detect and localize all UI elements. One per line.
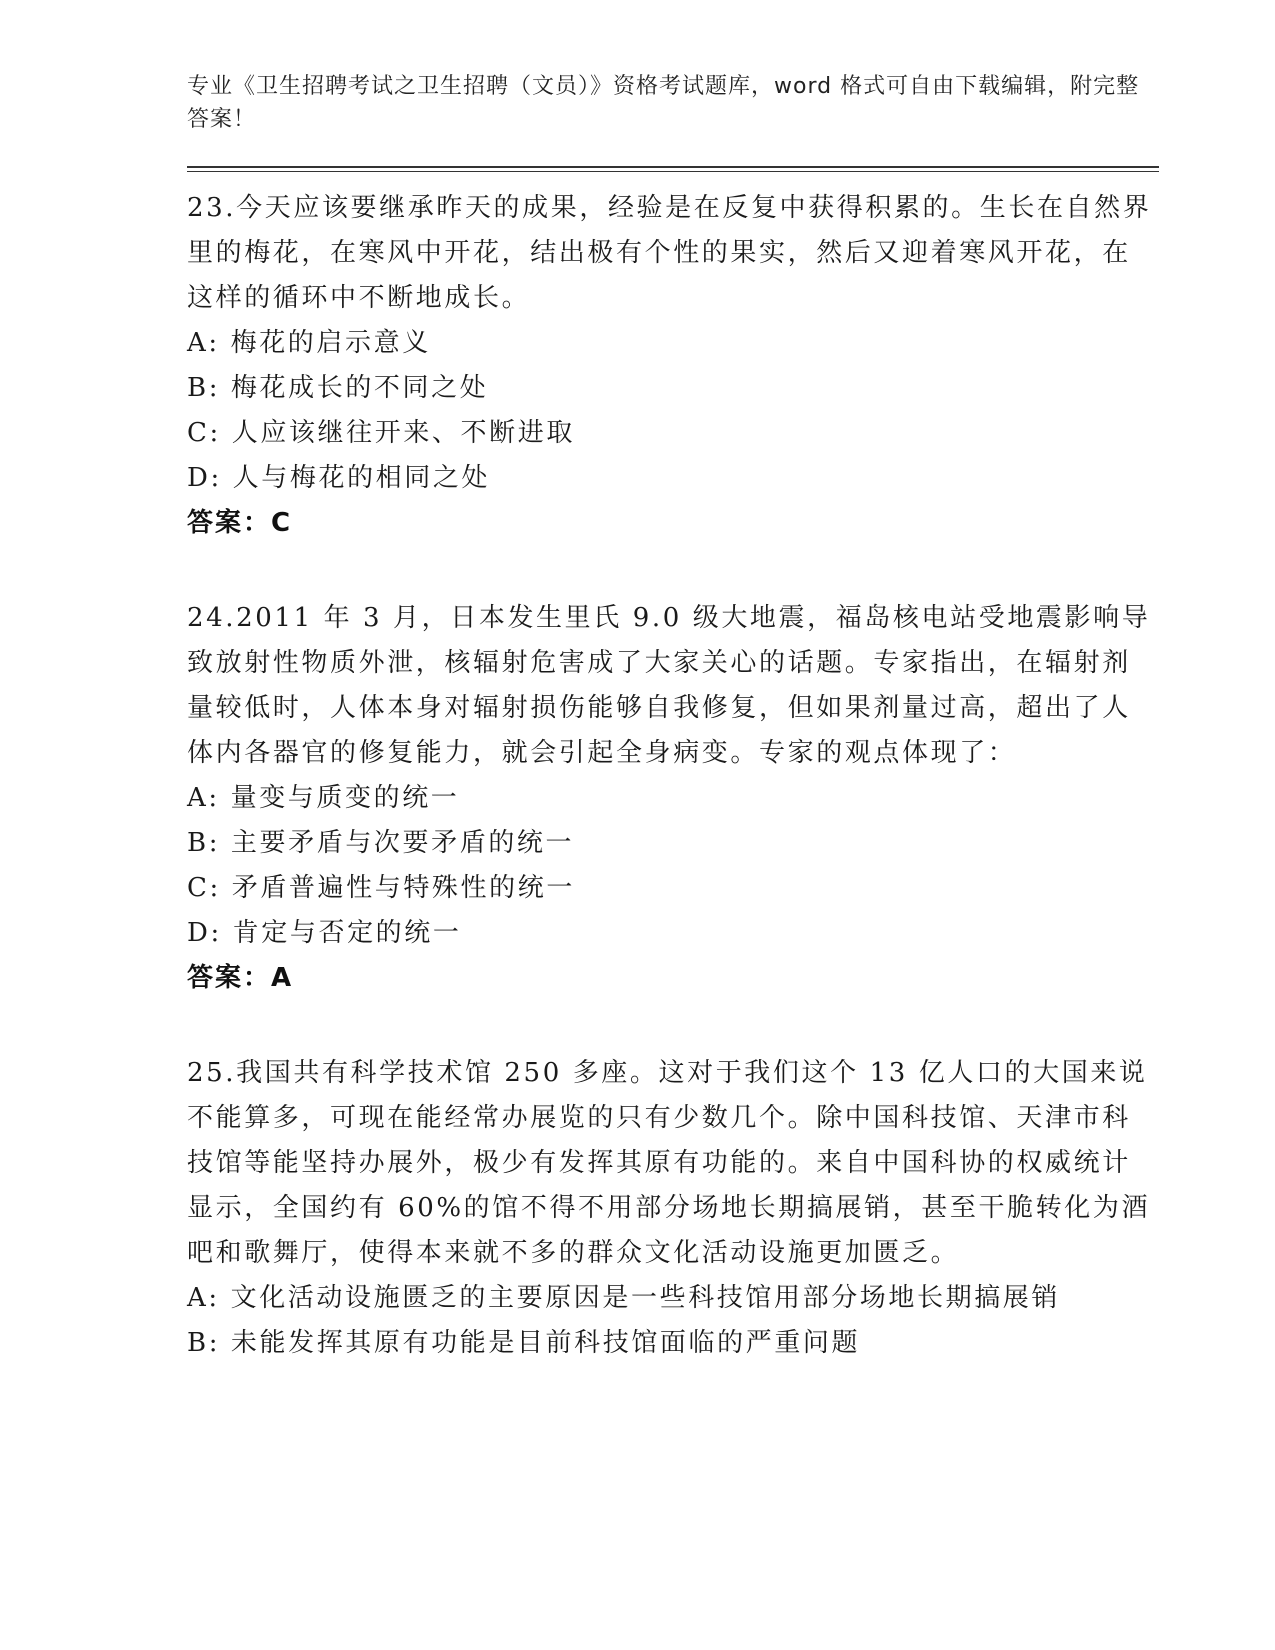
option-d: D: 人与梅花的相同之处 (187, 463, 491, 493)
option-c: C: 人应该继往开来、不断进取 (187, 418, 575, 448)
answer: 答案：A (187, 963, 294, 993)
option-b: B: 主要矛盾与次要矛盾的统一 (187, 828, 575, 858)
option-a: A: 文化活动设施匮乏的主要原因是一些科技馆用部分场地长期搞展销 (187, 1283, 1061, 1313)
option-a: A: 梅花的启示意义 (187, 328, 431, 358)
question-text: 25.我国共有科学技术馆 250 多座。这对于我们这个 13 亿人口的大国来说不能算多，可现在能经常办展览的只有少数几个。除中国科技馆、天津市科技馆等能坚持办展外，极少有发挥其原有功能的。来自中国科协的权威统计显示，全国约有 60%的馆不得不用部分场地长期搞展销，甚至干脆转化为酒吧和歌舞厅，使得本来就不多的群众文化活动设施更加匮乏。 (187, 1058, 1151, 1268)
document-header: 专业《卫生招聘考试之卫生招聘（文员）》资格考试题库，word 格式可自由下载编辑，附完整答案！ (187, 74, 1140, 132)
question-text: 23.今天应该要继承昨天的成果，经验是在反复中获得积累的。生长在自然界里的梅花，在寒风中开花，结出极有个性的果实，然后又迎着寒风开花，在这样的循环中不断地成长。 (187, 193, 1152, 313)
option-b: B: 梅花成长的不同之处 (187, 373, 489, 403)
option-b: B: 未能发挥其原有功能是目前科技馆面临的严重问题 (187, 1328, 861, 1358)
option-c: C: 矛盾普遍性与特殊性的统一 (187, 873, 575, 903)
answer: 答案：C (187, 508, 293, 538)
header-rule (187, 166, 1159, 168)
question-23 (187, 186, 1159, 546)
question-24 (187, 596, 1159, 1001)
document-page (187, 70, 1159, 1366)
option-a: A: 量变与质变的统一 (187, 783, 460, 813)
header-rule-thin (187, 171, 1159, 172)
option-d: D: 肯定与否定的统一 (187, 918, 462, 948)
question-text: 24.2011 年 3 月，日本发生里氏 9.0 级大地震，福岛核电站受地震影响导致放射性物质外泄，核辐射危害成了大家关心的话题。专家指出，在辐射剂量较低时，人体本身对辐射损伤能够自我修复，但如果剂量过高，超出了人体内各器官的修复能力，就会引起全身病变。专家的观点体现了： (187, 603, 1151, 768)
question-25 (187, 1051, 1159, 1366)
